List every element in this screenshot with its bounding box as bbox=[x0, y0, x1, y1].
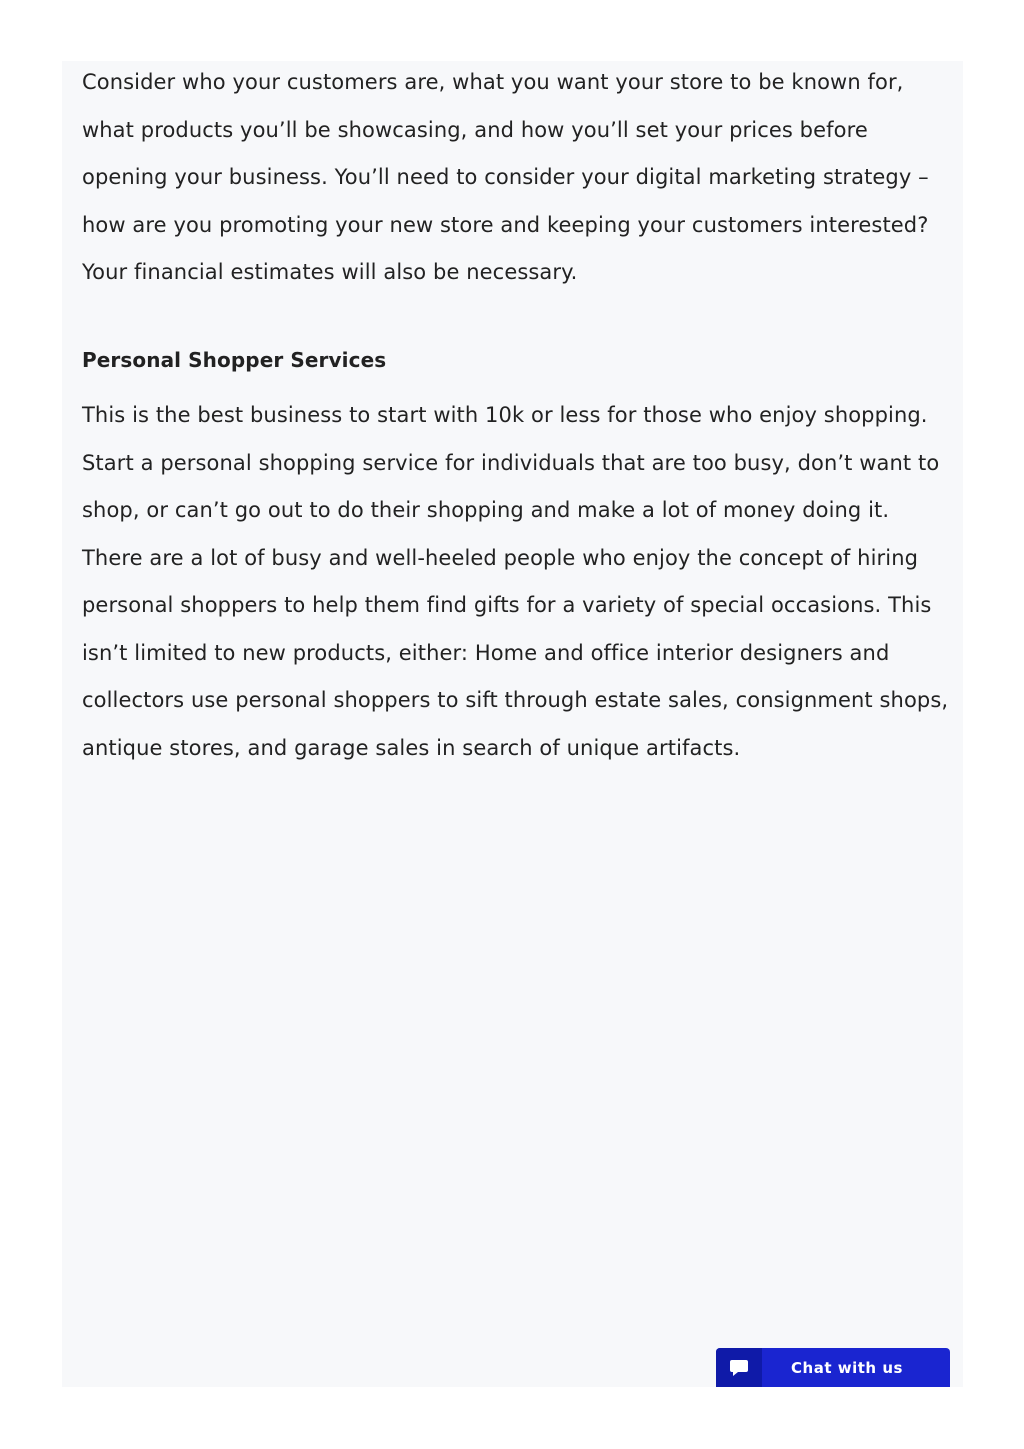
chat-button-label: Chat with us bbox=[791, 1358, 903, 1377]
chat-bubble-icon bbox=[729, 1358, 749, 1378]
intro-paragraph: Consider who your customers are, what you want your store to be known for, what products you’ll be showcasing, and how you’ll set your prices before opening your business. You’ll need to consider your digital marketing strategy – how are you promoting your new store and keeping your customers interested? Your financial estimates will also be necessary. bbox=[82, 70, 929, 284]
article-content bbox=[62, 61, 963, 1387]
chat-with-us-button[interactable] bbox=[716, 1348, 950, 1387]
chat-icon-container bbox=[716, 1348, 762, 1387]
section-paragraph: This is the best business to start with 10k or less for those who enjoy shopping. Start a personal shopping service for individuals that are too busy, don’t want to shop, or can’t go out to do their shopping and make a lot of money doing it. There are a lot of busy and well-heeled people who enjoy the concept of hiring personal shoppers to help them find gifts for a variety of special occasions. This isn’t limited to new products, either: Home and office interior designers and collectors use personal shoppers to sift through estate sales, consignment shops, antique stores, and garage sales in search of unique artifacts. bbox=[82, 403, 949, 760]
section-heading: Personal Shopper Services bbox=[82, 348, 387, 372]
